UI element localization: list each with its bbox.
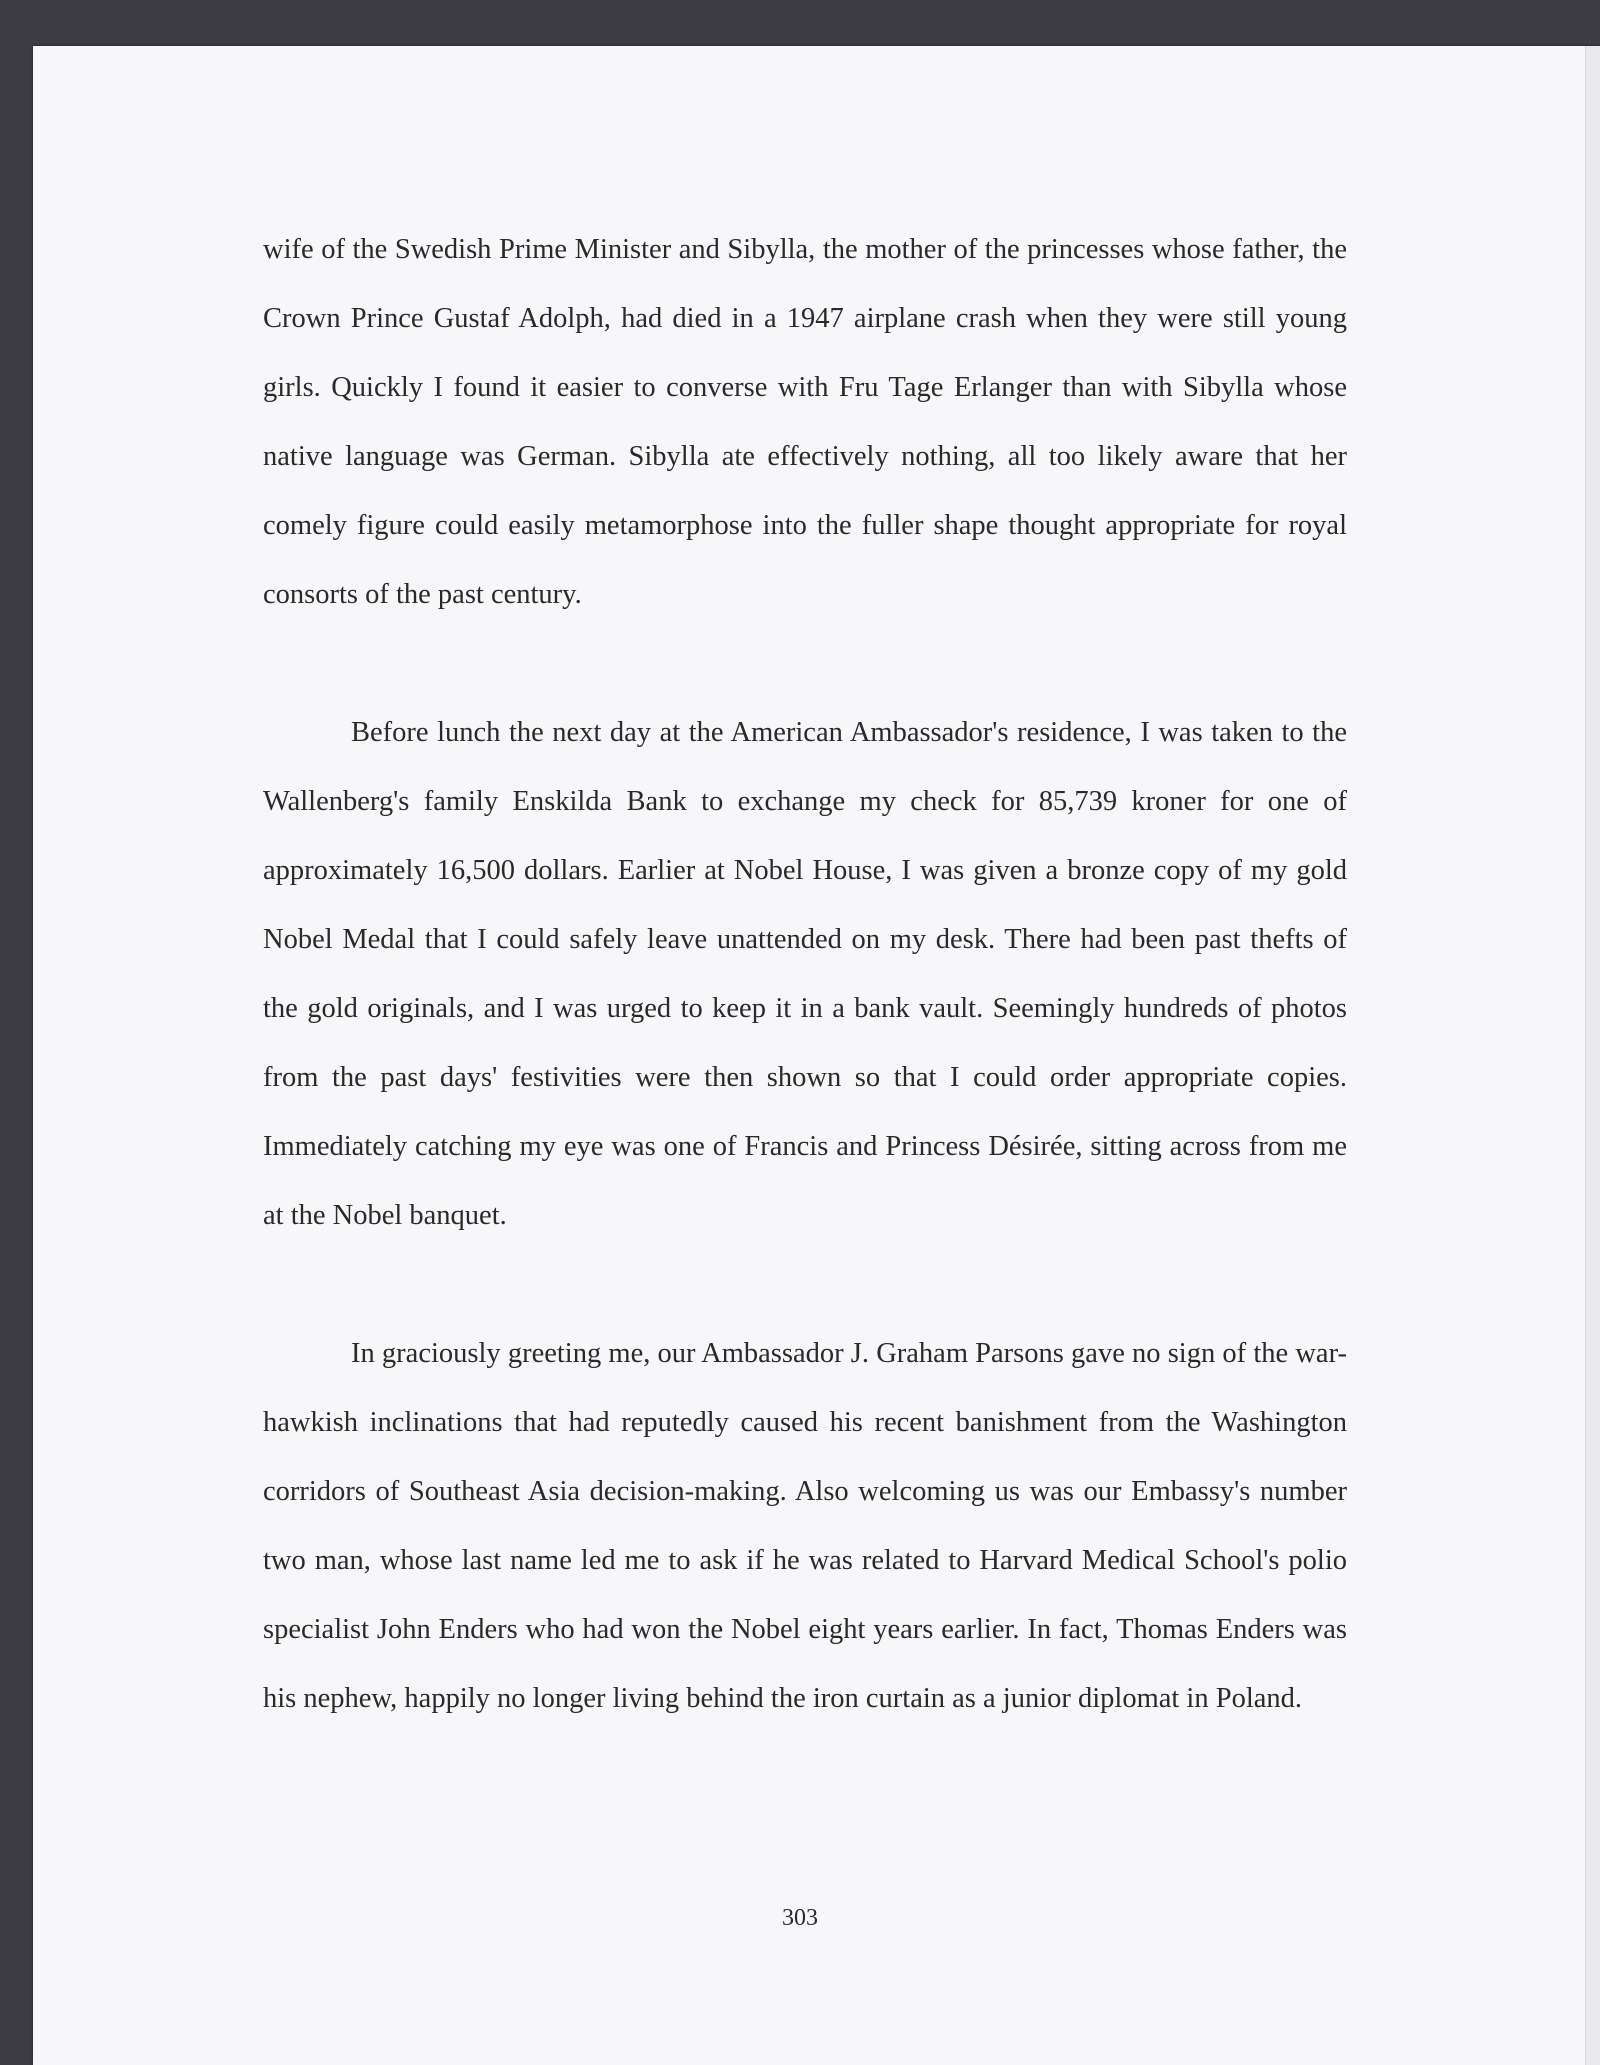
page-edge	[1585, 46, 1600, 2065]
paragraph-3: In graciously greeting me, our Ambassador J. Graham Parsons gave no sign of the war-hawkish inclinations that had reputedly caused his recent banishment from the Washington corridors of Southeast Asia decision-making. Also welcoming us was our Embassy's number two man, whose last name led me to ask if he was related to Harvard Medical School's polio specialist John Enders who had won the Nobel eight years earlier. In fact, Thomas Enders was his nephew, happily no longer living behind the iron curtain as a junior diplomat in Poland.	[263, 1338, 1347, 1714]
paragraph-1: wife of the Swedish Prime Minister and Sibylla, the mother of the princesses whose father, the Crown Prince Gustaf Adolph, had died in a 1947 airplane crash when they were still young girls. Quickly I found it easier to converse with Fru Tage Erlanger than with Sibylla whose native language was German. Sibylla ate effectively nothing, all too likely aware that her comely figure could easily metamorphose into the fuller shape thought appropriate for royal consorts of the past century.	[263, 234, 1347, 610]
page-number: 303	[782, 1905, 818, 1931]
paragraph-2: Before lunch the next day at the American Ambassador's residence, I was taken to the Wallenberg's family Enskilda Bank to exchange my check for 85,739 kroner for one of approximately 16,500 dollars. Earlier at Nobel House, I was given a bronze copy of my gold Nobel Medal that I could safely leave unattended on my desk. There had been past thefts of the gold originals, and I was urged to keep it in a bank vault. Seemingly hundreds of photos from the past days' festivities were then shown so that I could order appropriate copies. Immediately catching my eye was one of Francis and Princess Désirée, sitting across from me at the Nobel banquet.	[263, 717, 1347, 1231]
body-text	[263, 215, 1347, 1733]
